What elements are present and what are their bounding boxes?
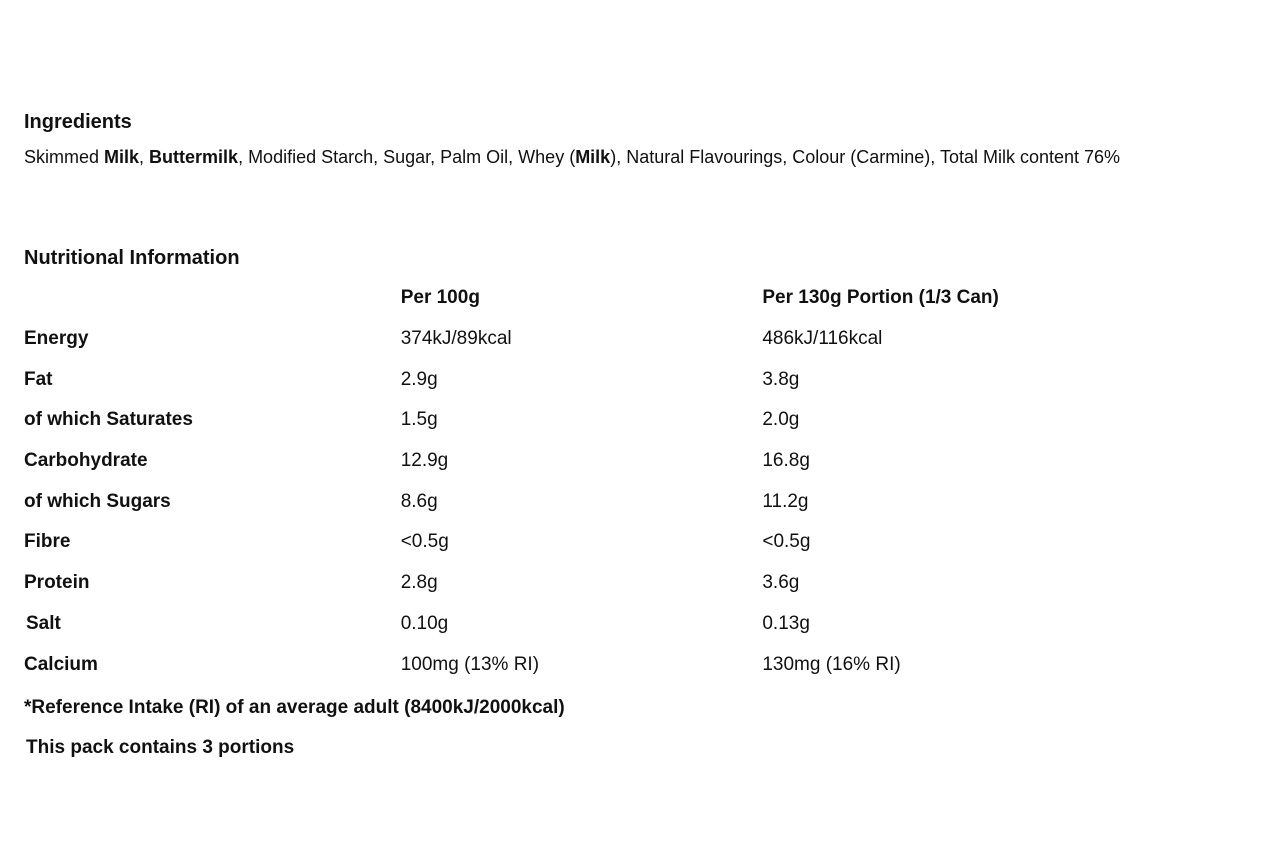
nutrition-heading: Nutritional Information <box>24 247 240 269</box>
nutrient-label: Carbohydrate <box>24 450 148 472</box>
nutrient-label: Protein <box>24 572 90 594</box>
nutrient-label: Fibre <box>24 531 71 553</box>
value-per-portion: 3.8g <box>762 368 800 390</box>
table-row <box>24 522 1124 563</box>
ingredients-text <box>24 144 1269 170</box>
value-per-portion: 486kJ/116kcal <box>762 328 883 350</box>
value-per-100g: <0.5g <box>400 531 449 553</box>
allergen-buttermilk: Buttermilk <box>149 147 239 167</box>
value-per-portion: 3.6g <box>762 572 800 594</box>
table-row <box>24 319 1124 360</box>
table-row <box>24 563 1124 604</box>
nutrient-label: Calcium <box>24 653 98 675</box>
nutrient-label: Fat <box>24 368 53 390</box>
column-header-nutrient <box>24 278 401 319</box>
nutrient-label: Salt <box>26 612 61 634</box>
value-per-portion: 130mg (16% RI) <box>762 653 901 675</box>
allergen-milk: Milk <box>104 147 140 167</box>
nutrient-label: of which Sugars <box>24 490 171 512</box>
ingredients-text-part: Skimmed <box>24 147 105 167</box>
allergen-milk: Milk <box>575 147 611 167</box>
portions-footnote: This pack contains 3 portions <box>26 737 295 758</box>
ingredients-text-part: , Modified Starch, Sugar, Palm Oil, Whey ( <box>238 147 576 167</box>
column-header-per-portion: Per 130g Portion (1/3 Can) <box>762 287 999 309</box>
table-row <box>24 359 1124 400</box>
column-header-per-100g: Per 100g <box>400 287 480 309</box>
value-per-100g: 8.6g <box>400 490 438 512</box>
reference-intake-footnote: *Reference Intake (RI) of an average adult (8400kJ/2000kcal) <box>24 697 565 718</box>
ingredients-text-part: , <box>139 147 150 167</box>
nutrition-table <box>24 278 1124 685</box>
table-row <box>24 400 1124 441</box>
ingredients-heading: Ingredients <box>24 111 132 133</box>
nutrient-label: Energy <box>24 328 89 350</box>
table-row <box>24 481 1124 522</box>
table-row <box>24 441 1124 482</box>
nutrition-header-row <box>24 278 1124 319</box>
value-per-portion: 2.0g <box>762 409 800 431</box>
value-per-100g: 374kJ/89kcal <box>400 328 512 350</box>
value-per-portion: 11.2g <box>762 490 809 512</box>
ingredients-text-part: ), Natural Flavourings, Colour (Carmine), Total Milk content 76% <box>610 147 1121 167</box>
value-per-100g: 2.9g <box>400 368 438 390</box>
value-per-portion: 16.8g <box>762 450 810 472</box>
value-per-100g: 2.8g <box>400 572 438 594</box>
table-row <box>24 644 1124 685</box>
value-per-100g: 0.10g <box>400 612 449 634</box>
value-per-100g: 1.5g <box>400 409 438 431</box>
value-per-100g: 100mg (13% RI) <box>400 653 540 675</box>
value-per-portion: 0.13g <box>762 612 810 634</box>
product-info-page <box>24 110 1269 758</box>
table-row <box>24 604 1124 645</box>
value-per-100g: 12.9g <box>400 450 449 472</box>
value-per-portion: <0.5g <box>762 531 811 553</box>
nutrient-label: of which Saturates <box>24 409 193 431</box>
